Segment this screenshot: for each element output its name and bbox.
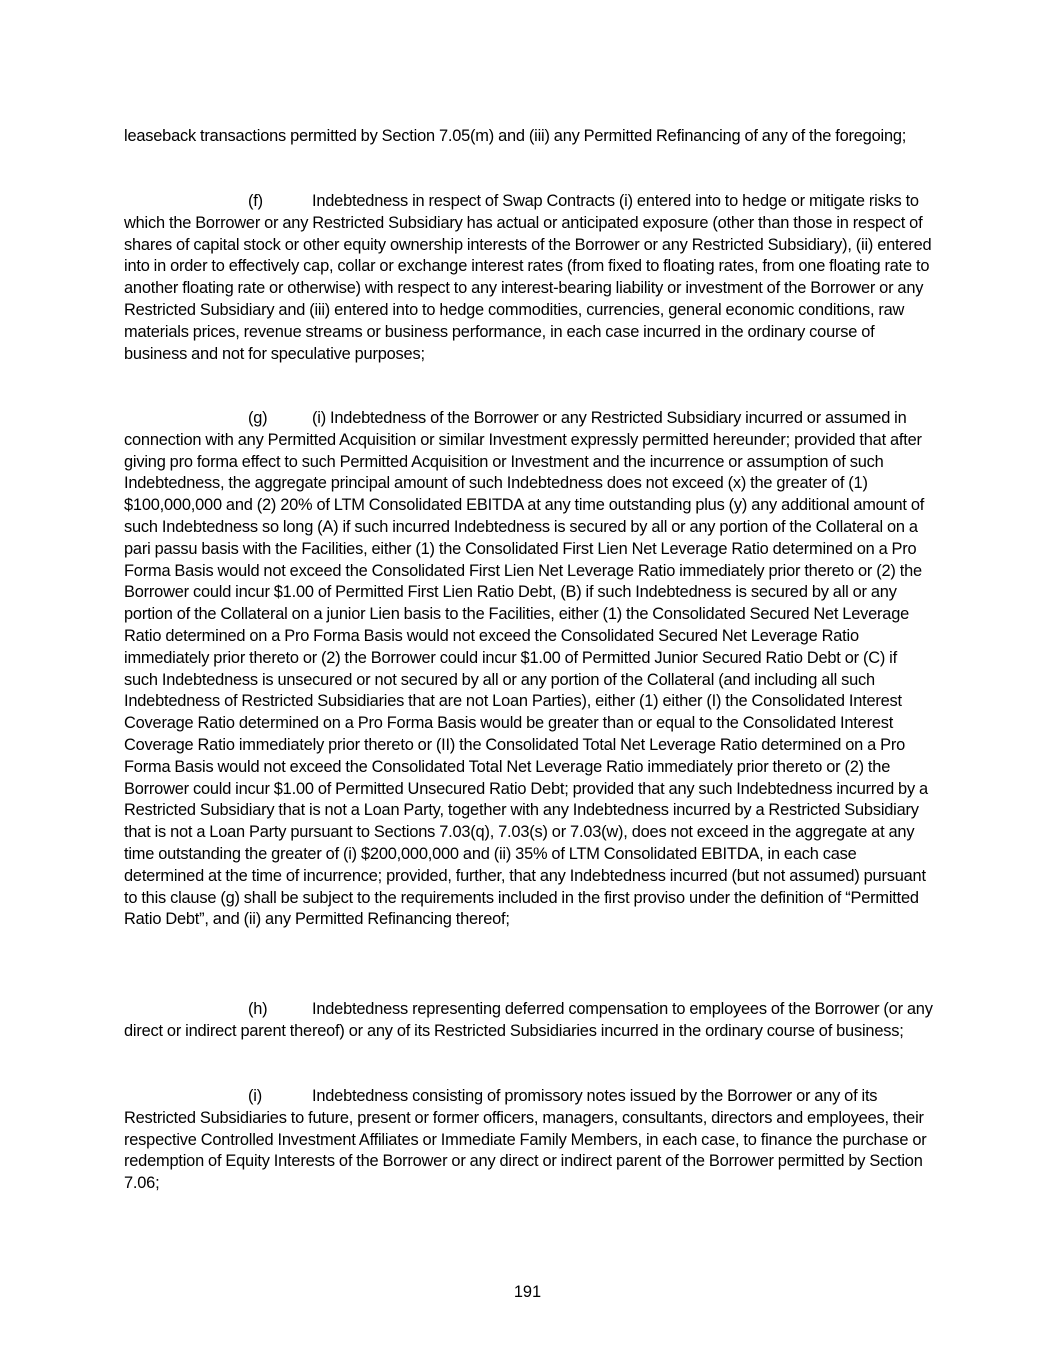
- clause-i: [124, 1086, 934, 1195]
- page-number: 191: [513, 1283, 542, 1301]
- clause-f: [124, 191, 934, 365]
- clause-g: [124, 408, 934, 931]
- clause-i-text: Indebtedness consisting of promissory notes issued by the Borrower or any of its Restricted Subsidiaries to future, present or former officers, managers, consultants, directors and employees, their respective Controlled Investment Affiliates or Immediate Family Members, in each case, to finance the purchase or redemption of Equity Interests of the Borrower or any direct or indirect parent of the Borrower permitted by Section 7.06;: [124, 1087, 927, 1193]
- paragraph-continuation: leaseback transactions permitted by Section 7.05(m) and (iii) any Permitted Refinancing of any of the foregoing;: [124, 127, 907, 145]
- clause-h-text: Indebtedness representing deferred compensation to employees of the Borrower (or any direct or indirect parent thereof) or any of its Restricted Subsidiaries incurred in the ordinary course of business;: [124, 1000, 933, 1040]
- clause-f-label: (f): [248, 192, 263, 210]
- clause-i-label: (i): [248, 1087, 262, 1105]
- clause-g-label: (g): [248, 409, 268, 427]
- clause-g-text: (i) Indebtedness of the Borrower or any Restricted Subsidiary incurred or assumed in connection with any Permitted Acquisition or similar Investment expressly permitted hereunder; provided that after giving pro forma effect to such Permitted Acquisition or Investment and the incurrence or assumption of such Indebtedness, the aggregate principal amount of such Indebtedness does not exceed (x) the greater of (1) $100,000,000 and (2) 20% of LTM Consolidated EBITDA at any time outstanding plus (y) any additional amount of such Indebtedness so long (A) if such incurred Indebtedness is secured by all or any portion of the Collateral on a pari passu basis with the Facilities, either (1) the Consolidated First Lien Net Leverage Ratio determined on a Pro Forma Basis would not exceed the Consolidated First Lien Net Leverage Ratio immediately prior thereto or (2) the Borrower could incur $1.00 of Permitted First Lien Ratio Debt, (B) if such Indebtedness is secured by all or any portion of the Collateral on a junior Lien basis to the Facilities, either (1) the Consolidated Secured Net Leverage Ratio determined on a Pro Forma Basis would not exceed the Consolidated Secured Net Leverage Ratio immediately prior thereto or (2) the Borrower could incur $1.00 of Permitted Junior Secured Ratio Debt or (C) if such Indebtedness is unsecured or not secured by all or any portion of the Collateral (and including all such Indebtedness of Restricted Subsidiaries that are not Loan Parties), either (1) either (I) the Consolidated Interest Coverage Ratio determined on a Pro Forma Basis would be greater than or equal to the Consolidated Interest Coverage Ratio immediately prior thereto or (II) the Consolidated Total Net Leverage Ratio determined on a Pro Forma Basis would not exceed the Consolidated Total Net Leverage Ratio immediately prior thereto or (2) the Borrower could incur $1.00 of Permitted Unsecured Ratio Debt; provided that any such Indebtedness incurred by a Restricted Subsidiary that is not a Loan Party, together with any Indebtedness incurred by a Restricted Subsidiary that is not a Loan Party pursuant to Sections 7.03(q), 7.03(s) or 7.03(w), does not exceed in the aggregate at any time outstanding the greater of (i) $200,000,000 and (ii) 35% of LTM Consolidated EBITDA, in each case determined at the time of incurrence; provided, further, that any Indebtedness incurred (but not assumed) pursuant to this clause (g) shall be subject to the requirements included in the first proviso under the definition of “Permitted Ratio Debt”, and (ii) any Permitted Refinancing thereof;: [124, 409, 928, 929]
- clause-h-label: (h): [248, 1000, 268, 1018]
- clause-f-text: Indebtedness in respect of Swap Contracts (i) entered into to hedge or mitigate risks to which the Borrower or any Restricted Subsidiary has actual or anticipated exposure (other than those in respect of shares of capital stock or other equity ownership interests of the Borrower or any Restricted Subsidiary), (ii) entered into in order to effectively cap, collar or exchange interest rates (from fixed to floating rates, from one floating rate to another floating rate or otherwise) with respect to any interest-bearing liability or investment of the Borrower or any Restricted Subsidiary and (iii) entered into to hedge commodities, currencies, general economic conditions, raw materials prices, revenue streams or business performance, in each case incurred in the ordinary course of business and not for speculative purposes;: [124, 192, 932, 363]
- clause-h: [124, 999, 934, 1043]
